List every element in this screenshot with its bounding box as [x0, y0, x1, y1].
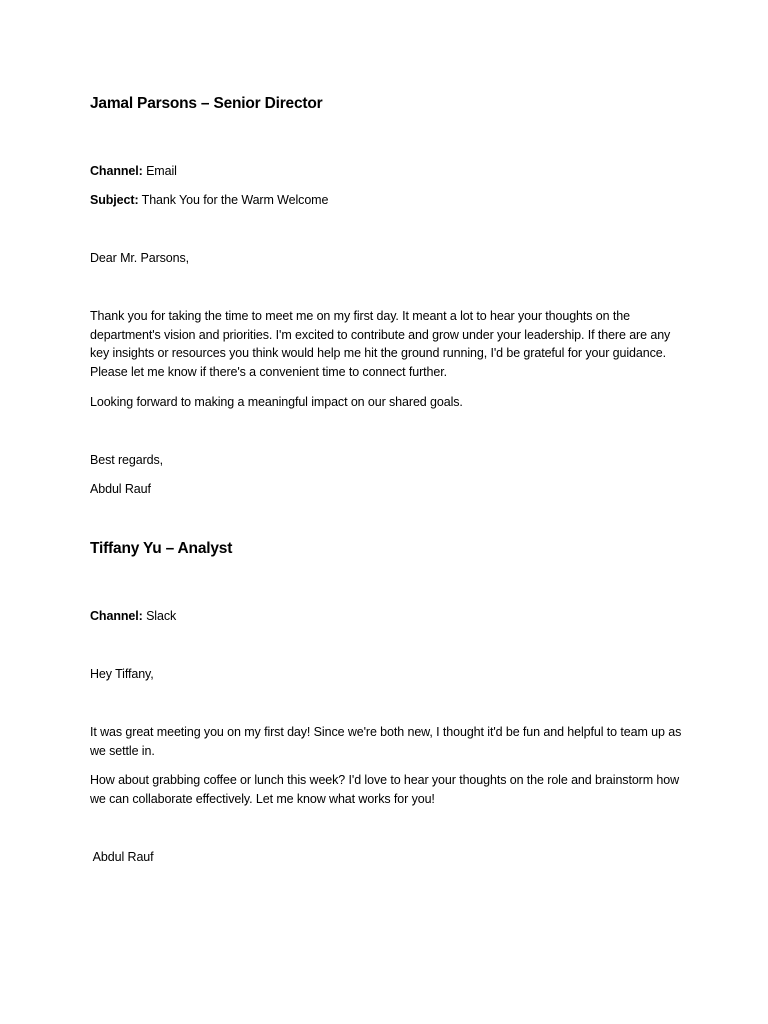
message-2-channel-line: [90, 607, 690, 626]
message-2-signature: Abdul Rauf: [90, 850, 154, 864]
message-1-greeting: Dear Mr. Parsons,: [90, 251, 190, 265]
channel-label: Channel:: [90, 609, 143, 623]
subject-label: Subject:: [90, 193, 139, 207]
channel-label: Channel:: [90, 164, 143, 178]
subject-value: Thank You for the Warm Welcome: [141, 193, 329, 207]
message-2-paragraph-2: How about grabbing coffee or lunch this week? I'd love to hear your thoughts on the role and brainstorm how we can collaborate effectively. Let me know what works for you!: [90, 773, 680, 806]
message-1-paragraph-1: Thank you for taking the time to meet me on my first day. It meant a lot to hear your thoughts on the department's vision and priorities. I'm excited to contribute and grow under your leadership. If there are any key insights or resources you think would help me hit the ground running, I'd be grateful for your guidance. Please let me know if there's a convenient time to connect further.: [90, 309, 671, 379]
channel-value: Email: [146, 164, 177, 178]
message-2-heading: Tiffany Yu – Analyst: [90, 540, 233, 557]
message-1-heading: Jamal Parsons – Senior Director: [90, 95, 323, 112]
message-1-channel-line: [90, 162, 690, 181]
message-1-signature: Abdul Rauf: [90, 482, 151, 496]
message-1-closing: Best regards,: [90, 453, 164, 467]
channel-value: Slack: [146, 609, 177, 623]
message-2-greeting: Hey Tiffany,: [90, 667, 154, 681]
message-1-subject-line: [90, 191, 690, 210]
message-1-paragraph-2: Looking forward to making a meaningful impact on our shared goals.: [90, 395, 463, 409]
message-2-paragraph-1: It was great meeting you on my first day! Since we're both new, I thought it'd be fun and helpful to team up as we settle in.: [90, 725, 682, 758]
